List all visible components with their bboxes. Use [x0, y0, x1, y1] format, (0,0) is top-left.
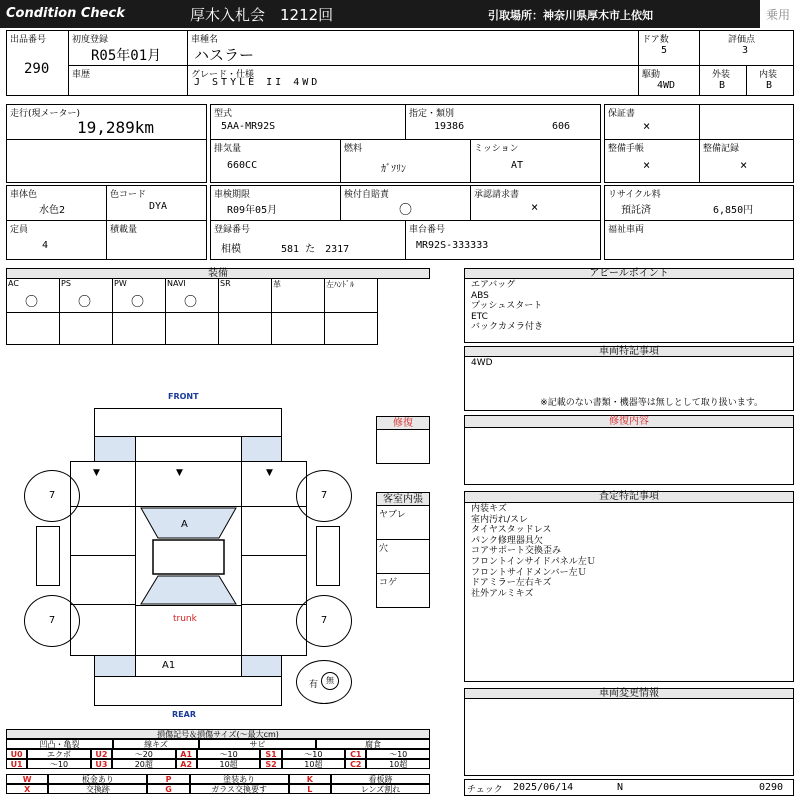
glass-diagram: [135, 506, 242, 606]
taillight-left: [94, 655, 136, 677]
recycle-fee-value: 6,850円: [713, 205, 754, 216]
type-value: 5AA-MR92S: [221, 121, 276, 132]
lot-value: 290: [24, 61, 50, 77]
warranty-cell: [604, 104, 700, 140]
repair-detail-title: 修復内容: [464, 415, 794, 428]
legend-group-1: 線キズ: [113, 739, 199, 749]
capacity-value: 4: [42, 240, 49, 251]
equipment-title: 装備: [6, 268, 430, 279]
interior-label: 内装: [759, 70, 778, 80]
rear-panel: [135, 655, 242, 677]
text-line: 室内汚れ/スレ: [471, 514, 529, 525]
text-line: パンク修理器具欠: [471, 535, 543, 546]
legend-code: L: [289, 784, 331, 794]
header-title: 厚木入札会 1212回: [190, 6, 334, 24]
legend-code: U0: [6, 749, 27, 759]
footer-check-label: チェック: [467, 785, 503, 795]
equipment-label: 革: [273, 280, 281, 289]
rear-bumper: [94, 676, 282, 706]
front-door-right: [241, 506, 307, 556]
record-value: ×: [740, 158, 748, 172]
equipment-label: PW: [114, 279, 127, 288]
legend-code: P: [147, 774, 189, 784]
text-line: タイヤスタッドレス: [471, 525, 552, 536]
grade-value: J STYLE II 4WD: [194, 77, 321, 88]
legend-code: U2: [91, 749, 112, 759]
legend-text: ガラス交換要す: [190, 784, 289, 794]
interior-cell: [746, 65, 794, 96]
fender-left-mark: ▼: [93, 468, 100, 478]
text-line: 内装キズ: [471, 504, 507, 514]
rear-door-left: [70, 555, 136, 605]
mileage-label: 走行(現メーター): [10, 109, 81, 119]
category-no-value: 606: [552, 121, 571, 132]
equipment-label: 左ﾊﾝﾄﾞﾙ: [326, 280, 354, 289]
mileage-cell: [6, 104, 207, 140]
trunk-label: trunk: [173, 614, 197, 624]
front-bumper: [94, 408, 282, 438]
warranty-label: 保証書: [608, 109, 636, 119]
cabin-item-label: ヤブレ: [379, 510, 406, 520]
headlight-left: [94, 436, 136, 462]
windshield-glass: [141, 508, 236, 538]
legend-size: 10超: [366, 759, 430, 769]
equipment-blank-1: [59, 312, 113, 345]
text-line: フロントサイドメンバー左Ｕ: [471, 567, 587, 578]
text-line: ETC: [471, 311, 488, 322]
repair-box: [376, 429, 430, 464]
first-reg-cell: [68, 30, 188, 66]
record-label: 整備記録: [703, 144, 740, 154]
equipment-value: 〇: [25, 295, 39, 310]
equipment-item-5: [271, 278, 325, 313]
equipment-blank-3: [165, 312, 219, 345]
approval-label: 承認請求書: [474, 190, 520, 200]
load-label: 積載量: [110, 225, 138, 235]
insurance-label: 検付自賠責: [344, 190, 390, 200]
designation-label: 指定・類別: [409, 109, 455, 119]
doors-value: 5: [661, 45, 668, 56]
assessment-lines: [471, 504, 596, 599]
grade-cell: [187, 65, 639, 96]
equipment-blank-5: [271, 312, 325, 345]
equipment-value: 〇: [78, 295, 92, 310]
color-cell: [6, 185, 107, 221]
tire-rear-left: 7: [24, 595, 80, 647]
warranty-value: ×: [643, 119, 651, 133]
legend-code: G: [147, 784, 189, 794]
displacement-value: 660CC: [227, 160, 258, 171]
legend-code: C1: [345, 749, 366, 759]
chassis-cell: [405, 220, 601, 260]
rear-door-right: [241, 555, 307, 605]
model-name-value: ハスラー: [194, 46, 255, 64]
exterior-value: B: [719, 80, 726, 91]
capacity-cell: [6, 220, 107, 260]
special-title: 車両特記事項: [464, 346, 794, 357]
text-line: ドアミラー左右キズ: [471, 578, 552, 589]
history-label: 車歴: [72, 70, 91, 80]
inspection-value: R09年05月: [227, 205, 278, 216]
repair-detail-box: [464, 427, 794, 485]
equipment-label: AC: [8, 279, 19, 288]
type-label: 型式: [214, 109, 233, 119]
roof-panel: [153, 540, 224, 574]
drive-label: 駆動: [642, 70, 661, 80]
manual-label: 整備手帳: [608, 144, 645, 154]
equipment-value: 〇: [184, 295, 198, 310]
changes-title: 車両変更情報: [464, 688, 794, 699]
text-line: コアサポート交換歪み: [471, 546, 562, 557]
legend-code: A2: [176, 759, 197, 769]
text-line: エアバッグ: [471, 280, 516, 290]
text-line: バックカメラ付き: [471, 322, 544, 332]
fender-right-mark: ▼: [266, 468, 273, 478]
legend-code: W: [6, 774, 48, 784]
exterior-label: 外装: [712, 70, 731, 80]
text-line: プッシュスタート: [471, 301, 543, 311]
assessment-title: 査定特記事項: [464, 491, 794, 503]
footer-mark: N: [617, 782, 624, 793]
color-label: 車体色: [10, 190, 38, 200]
equipment-item-3: [165, 278, 219, 313]
fuel-label: 燃料: [344, 144, 363, 154]
designation-cell: [405, 104, 601, 140]
mission-label: ミッション: [474, 144, 519, 154]
fuel-cell: [340, 139, 471, 183]
repair-title: 修復: [376, 416, 430, 430]
front-label: FRONT: [168, 392, 199, 401]
color-value: 水色2: [39, 205, 66, 216]
plate-area-value: 相模: [221, 244, 241, 255]
legend-title: 損傷記号＆損傷サイズ(～最大cm): [6, 729, 430, 739]
text-line: フロントインサイドパネル左Ｕ: [471, 556, 596, 567]
rear-glass: [141, 576, 236, 604]
inspection-cell: [210, 185, 341, 221]
header-category: 乗用: [766, 8, 791, 22]
exterior-cell: [699, 65, 747, 96]
legend-text: 交換跡: [48, 784, 147, 794]
mission-value: AT: [511, 160, 524, 171]
legend-size: ～10: [282, 749, 346, 759]
capacity-label: 定員: [10, 225, 29, 235]
plate-cell: [210, 220, 406, 260]
legend-code: S1: [260, 749, 281, 759]
legend-size: ～10: [366, 749, 430, 759]
legend-code: A1: [176, 749, 197, 759]
equipment-blank-2: [112, 312, 166, 345]
equipment-label: PS: [61, 279, 71, 288]
spare-label: 有: [309, 680, 319, 690]
welfare-cell: [604, 220, 794, 260]
legend-text: 板金あり: [48, 774, 147, 784]
legend-size: 20超: [112, 759, 176, 769]
insurance-cell: [340, 185, 471, 221]
insurance-value: 〇: [399, 203, 413, 218]
approval-cell: [470, 185, 601, 221]
equipment-label: SR: [220, 279, 231, 288]
rear-label: REAR: [172, 710, 196, 719]
legend-group-2: サビ: [199, 739, 316, 749]
drive-value: 4WD: [657, 80, 676, 91]
legend-text: 看板跡: [331, 774, 430, 784]
legend-code: X: [6, 784, 48, 794]
equipment-item-1: [59, 278, 113, 313]
trunk: [135, 605, 242, 656]
displacement-cell: [210, 139, 341, 183]
warranty-blank-cell: [699, 104, 794, 140]
tire-front-left: 7: [24, 470, 80, 522]
approval-value: ×: [531, 200, 539, 214]
displacement-label: 排気量: [214, 144, 242, 154]
mileage-blank-cell: [6, 139, 207, 183]
color-code-cell: [106, 185, 207, 221]
cabin-item-label: 穴: [379, 544, 389, 554]
legend-size: ～10: [27, 759, 91, 769]
header-left-text: Condition Check: [6, 6, 125, 21]
equipment-item-0: [6, 278, 60, 313]
front-grille: [135, 436, 242, 462]
tire-rear-right: 7: [296, 595, 352, 647]
footer-number: 0290: [759, 782, 784, 793]
legend-text: レンズ割れ: [331, 784, 430, 794]
appeal-lines: [471, 280, 543, 333]
legend-code: S2: [260, 759, 281, 769]
doors-cell: [638, 30, 700, 66]
mirror-right: [316, 526, 340, 586]
cabin-item-label: コゲ: [379, 578, 398, 588]
legend-size: 10超: [197, 759, 261, 769]
equipment-item-2: [112, 278, 166, 313]
rear-fender-left: [70, 604, 136, 656]
first-reg-value: R05年01月: [91, 48, 162, 64]
spare-icon: 無: [321, 672, 339, 690]
headlight-right: [241, 436, 282, 462]
lot-label: 出品番号: [10, 35, 47, 45]
assessment-box: [464, 502, 794, 682]
equipment-item-4: [218, 278, 272, 313]
legend-group-0: 凹凸・亀裂: [6, 739, 113, 749]
doors-label: ドア数: [642, 35, 669, 45]
legend-size: エクボ: [27, 749, 91, 759]
legend-code: U1: [6, 759, 27, 769]
plate-number-value: 581 た 2317: [281, 244, 350, 255]
mileage-value: 19,289km: [77, 118, 155, 137]
designation-value: 19386: [434, 121, 465, 132]
first-reg-label: 初度登録: [72, 35, 109, 45]
text-line: 社外アルミキズ: [471, 588, 534, 599]
mission-cell: [470, 139, 601, 183]
hood-mark: ▼: [176, 468, 183, 478]
windshield-mark: A: [181, 519, 188, 530]
model-name-label: 車種名: [191, 35, 219, 45]
cabin-item-0: [376, 505, 430, 540]
legend-code: C2: [345, 759, 366, 769]
manual-value: ×: [643, 158, 651, 172]
interior-value: B: [766, 80, 773, 91]
special-lines: [471, 358, 493, 369]
color-code-label: 色コード: [110, 190, 147, 200]
changes-box: [464, 698, 794, 776]
legend-size: 10超: [282, 759, 346, 769]
legend-code: K: [289, 774, 331, 784]
footer-date: 2025/06/14: [513, 782, 574, 793]
special-box: [464, 356, 794, 411]
cabin-item-1: [376, 539, 430, 574]
equipment-value: 〇: [131, 295, 145, 310]
equipment-item-6: [324, 278, 378, 313]
cabin-item-2: [376, 573, 430, 608]
rear-bumper-mark: A1: [162, 660, 176, 671]
score-label: 評価点: [728, 35, 756, 45]
history-cell: [68, 65, 188, 96]
score-cell: [699, 30, 794, 66]
drive-cell: [638, 65, 700, 96]
color-code-value: DYA: [149, 201, 168, 212]
chassis-value: MR92S-333333: [416, 240, 489, 251]
record-cell: [699, 139, 794, 183]
taillight-right: [241, 655, 282, 677]
recycle-cell: [604, 185, 794, 221]
legend-size: ～10: [197, 749, 261, 759]
manual-cell: [604, 139, 700, 183]
legend-size: ～20: [112, 749, 176, 759]
mirror-left: [36, 526, 60, 586]
front-door-left: [70, 506, 136, 556]
header-location: 引取場所：神奈川県厚木市上依知: [488, 9, 653, 22]
legend-text: 塗装あり: [190, 774, 289, 784]
grade-label: グレード・仕様: [191, 70, 255, 80]
inspection-label: 車検期限: [214, 190, 251, 200]
text-line: 4WD: [471, 358, 493, 368]
lot-cell: [6, 30, 69, 96]
chassis-label: 車台番号: [409, 225, 446, 235]
legend-code: U3: [91, 759, 112, 769]
cabin-title: 客室内張: [376, 492, 430, 506]
plate-label: 登録番号: [214, 225, 251, 235]
legend-group-3: 腐食: [316, 739, 430, 749]
text-line: ABS: [471, 290, 489, 301]
equipment-label: NAVI: [167, 279, 186, 288]
appeal-box: [464, 278, 794, 343]
appeal-title: アピールポイント: [464, 268, 794, 279]
fuel-value: ｶﾞｿﾘﾝ: [381, 164, 406, 175]
equipment-blank-0: [6, 312, 60, 345]
equipment-blank-6: [324, 312, 378, 345]
hood: [135, 461, 242, 507]
equipment-blank-4: [218, 312, 272, 345]
load-cell: [106, 220, 207, 260]
welfare-label: 福祉車両: [608, 225, 645, 235]
score-value: 3: [742, 45, 749, 56]
type-cell: [210, 104, 406, 140]
footer-bar: [464, 779, 794, 796]
recycle-status-value: 預託済: [621, 205, 651, 216]
special-note: ※記載のない書類・機器等は無しとして取り扱います。: [540, 398, 763, 408]
recycle-label: リサイクル料: [608, 190, 661, 200]
spare-tire: [296, 660, 352, 704]
model-name-cell: [187, 30, 639, 66]
fender-left: [70, 461, 136, 507]
tire-front-right: 7: [296, 470, 352, 522]
